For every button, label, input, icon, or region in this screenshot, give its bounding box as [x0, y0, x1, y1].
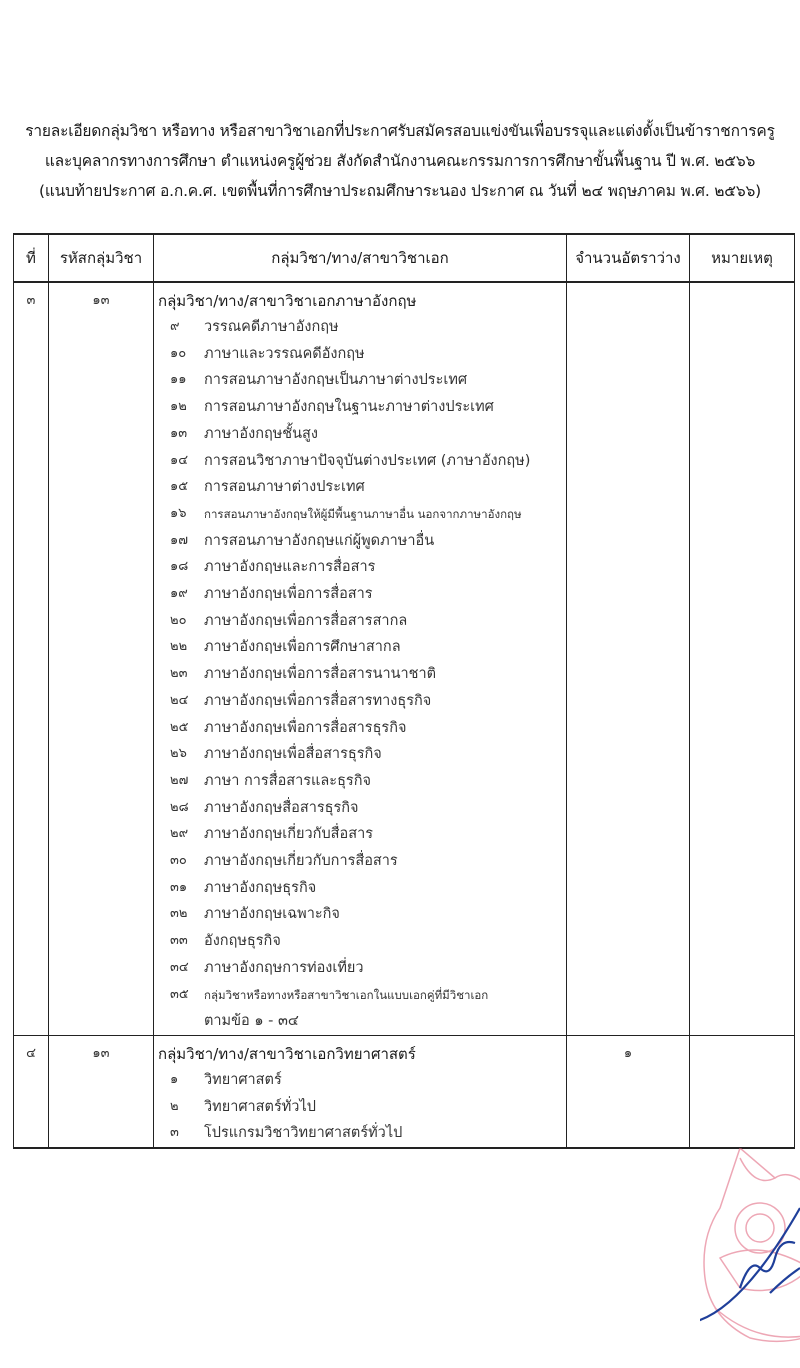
major-number: ๒๔: [170, 692, 189, 708]
cell-vacancy: [567, 1035, 690, 1148]
major-name: ภาษาและวรรณคดีอังกฤษ: [204, 345, 365, 362]
major-list-item: [154, 1067, 566, 1094]
official-seal-stamp: [700, 1148, 800, 1368]
major-list-item: [154, 875, 566, 902]
cell-subject: [154, 282, 567, 1035]
major-list-item: [154, 768, 566, 795]
major-number: ๑๙: [170, 586, 188, 602]
major-name: การสอนภาษาต่างประเทศ: [204, 479, 365, 496]
major-list-item: [154, 608, 566, 635]
major-list-item: [154, 1094, 566, 1121]
major-number: ๑๒: [170, 399, 187, 415]
subject-code: ๑๓: [92, 1045, 110, 1061]
major-number: ๑๗: [170, 532, 189, 548]
heading-line-2: และบุคลากรทางการศึกษา ตำแหน่งครูผู้ช่วย สังกัดสำนักงานคณะกรรมการการศึกษาขั้นพื้นฐาน ปี พ.ศ. ๒๕๖๖: [44, 152, 756, 170]
table-row: [14, 282, 795, 1035]
note: [690, 1036, 794, 1043]
major-name: วิทยาศาสตร์: [204, 1071, 282, 1088]
major-number: ๒๘: [170, 799, 189, 815]
major-number: ๑: [170, 1071, 179, 1087]
major-name: ภาษาอังกฤษและการสื่อสาร: [204, 559, 376, 576]
major-name: การสอนภาษาอังกฤษเป็นภาษาต่างประเทศ: [204, 372, 468, 389]
seal-icon: [704, 1148, 800, 1341]
major-number: ๒๓: [170, 666, 188, 682]
row-number: ๔: [26, 1045, 36, 1061]
signature-icon: [700, 1208, 800, 1324]
major-name: ภาษา การสื่อสารและธุรกิจ: [204, 772, 371, 789]
major-number: ๑๑: [170, 372, 187, 388]
header-subject: กลุ่มวิชา/ทาง/สาขาวิชาเอก: [154, 234, 567, 282]
header-code: รหัสกลุ่มวิชา: [49, 234, 154, 282]
major-name: ตามข้อ ๑ - ๓๔: [204, 1013, 299, 1030]
major-number: ๓๐: [170, 853, 187, 869]
major-list-item: [154, 1120, 566, 1147]
major-name: วรรณคดีภาษาอังกฤษ: [204, 319, 339, 335]
major-list-item: [154, 741, 566, 768]
cell-code: [49, 282, 154, 1035]
cell-code: [49, 1035, 154, 1148]
major-list-item: [154, 1008, 566, 1035]
major-list-item: [154, 634, 566, 661]
table-row: [14, 1035, 795, 1148]
major-list-item: [154, 955, 566, 982]
major-list-item: [154, 821, 566, 848]
major-list-item: [154, 341, 566, 368]
major-name: ภาษาอังกฤษเพื่อการสื่อสารสากล: [204, 612, 408, 629]
subject-table: [13, 233, 795, 1149]
major-name: การสอนภาษาอังกฤษให้ผู้มีพื้นฐานภาษาอื่น นอกจากภาษาอังกฤษ: [204, 506, 522, 521]
vacancy-count: ๑: [623, 1045, 633, 1061]
major-number: ๓๕: [170, 986, 189, 1002]
major-list-item: [154, 581, 566, 608]
major-name: ภาษาอังกฤษชั้นสูง: [204, 425, 318, 442]
major-number: ๒๒: [170, 639, 188, 655]
major-list-item: [154, 901, 566, 928]
major-number: ๑๘: [170, 559, 189, 575]
major-list-item: [154, 848, 566, 875]
major-number: ๒๕: [170, 719, 189, 735]
major-number: ๓๔: [170, 959, 189, 975]
major-number: ๒๖: [170, 746, 187, 762]
major-name: ภาษาอังกฤษเกี่ยวกับสื่อสาร: [204, 826, 374, 843]
major-name: ภาษาอังกฤษเพื่อการสื่อสารธุรกิจ: [204, 719, 407, 736]
major-list-item: [154, 501, 566, 528]
table-header-row: [14, 234, 795, 282]
heading-line-3: (แนบท้ายประกาศ อ.ก.ค.ศ. เขตพื้นที่การศึกษาประถมศึกษาระนอง ประกาศ ณ วันที่ ๒๔ พฤษภาคม พ.ศ. ๒๕๖๖): [39, 182, 761, 200]
major-list-item: [154, 528, 566, 555]
major-number: ๒๗: [170, 772, 189, 788]
major-name: อังกฤษธุรกิจ: [204, 933, 281, 950]
major-name: การสอนภาษาอังกฤษแก่ผู้พูดภาษาอื่น: [204, 532, 435, 549]
cell-subject: [154, 1035, 567, 1148]
major-number: ๑๔: [170, 452, 189, 468]
major-list-item: [154, 982, 566, 1009]
note: [690, 283, 794, 290]
major-list-item: [154, 314, 566, 341]
cell-note: [690, 1035, 795, 1148]
subject-group-title: กลุ่มวิชา/ทาง/สาขาวิชาเอกวิทยาศาสตร์: [158, 1044, 416, 1063]
major-list-item: [154, 715, 566, 742]
row-number: ๓: [26, 293, 36, 308]
vacancy-count: [567, 283, 689, 290]
major-list-item: [154, 795, 566, 822]
major-name: ภาษาอังกฤษเพื่อการสื่อสารทางธุรกิจ: [204, 692, 432, 709]
major-number: ๙: [170, 319, 180, 334]
major-name: ภาษาอังกฤษการท่องเที่ยว: [204, 959, 364, 976]
header-vacancy: จำนวนอัตราว่าง: [567, 234, 690, 282]
subject-code: ๑๓: [92, 293, 110, 308]
cell-note: [690, 282, 795, 1035]
major-name: ภาษาอังกฤษเพื่อการสื่อสารนานาชาติ: [204, 666, 437, 683]
major-number: ๓๒: [170, 906, 188, 922]
major-list-item: [154, 928, 566, 955]
major-name: การสอนวิชาภาษาปัจจุบันต่างประเทศ (ภาษาอังกฤษ): [204, 452, 531, 469]
major-number: ๑๖: [170, 505, 187, 521]
major-list-item: [154, 448, 566, 475]
major-number: ๒: [170, 1098, 179, 1114]
major-list-item: [154, 661, 566, 688]
document-heading: [0, 116, 800, 206]
major-name: ภาษาอังกฤษเพื่อการสื่อสาร: [204, 586, 373, 603]
major-list-item: [154, 367, 566, 394]
major-name: โปรแกรมวิชาวิทยาศาสตร์ทั่วไป: [204, 1125, 403, 1142]
major-name: ภาษาอังกฤษเกี่ยวกับการสื่อสาร: [204, 853, 398, 870]
major-name: การสอนภาษาอังกฤษในฐานะภาษาต่างประเทศ: [204, 399, 494, 416]
major-name: ภาษาอังกฤษธุรกิจ: [204, 879, 317, 896]
table-body: [14, 282, 795, 1148]
major-number: ๑๓: [170, 425, 188, 441]
header-no: ที่: [14, 234, 49, 282]
major-number: ๓: [170, 1125, 179, 1141]
major-list-item: [154, 688, 566, 715]
major-name: ภาษาอังกฤษเฉพาะกิจ: [204, 906, 340, 923]
subject-group-title: กลุ่มวิชา/ทาง/สาขาวิชาเอกภาษาอังกฤษ: [158, 292, 417, 310]
major-number: ๒๙: [170, 826, 189, 842]
cell-no: [14, 1035, 49, 1148]
major-name: วิทยาศาสตร์ทั่วไป: [204, 1098, 316, 1115]
cell-vacancy: [567, 282, 690, 1035]
major-number: ๓๑: [170, 879, 188, 895]
major-list-item: [154, 421, 566, 448]
major-list-item: [154, 394, 566, 421]
header-note: หมายเหตุ: [690, 234, 795, 282]
major-name: ภาษาอังกฤษสื่อสารธุรกิจ: [204, 799, 359, 816]
heading-line-1: รายละเอียดกลุ่มวิชา หรือทาง หรือสาขาวิชาเอกที่ประกาศรับสมัครสอบแข่งขันเพื่อบรรจุและแต่งตั้งเป็นข้าราชการครู: [25, 122, 775, 140]
major-list-item: [154, 474, 566, 501]
major-name: ภาษาอังกฤษเพื่อสื่อสารธุรกิจ: [204, 746, 382, 763]
major-name: กลุ่มวิชาหรือทางหรือสาขาวิชาเอกในแบบเอกคู่ที่มีวิชาเอก: [204, 987, 489, 1002]
major-number: ๑๐: [170, 345, 187, 361]
major-name: ภาษาอังกฤษเพื่อการศึกษาสากล: [204, 639, 401, 656]
major-number: ๑๕: [170, 479, 189, 495]
major-list-item: [154, 554, 566, 581]
major-number: ๓๓: [170, 933, 188, 949]
cell-no: [14, 282, 49, 1035]
major-number: ๒๐: [170, 612, 187, 628]
